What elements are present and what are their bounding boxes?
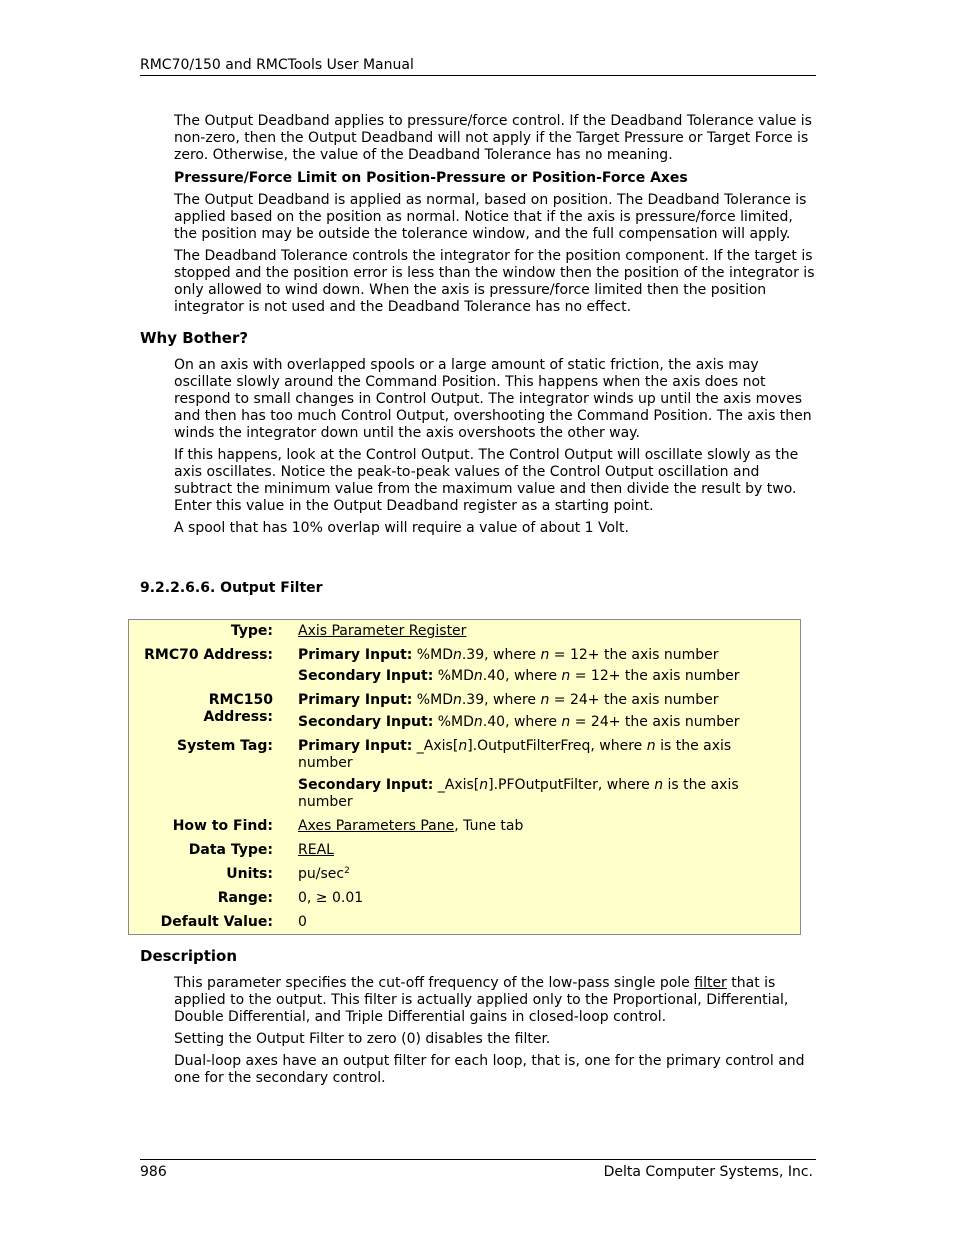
manual-title: RMC70/150 and RMCTools User Manual [140, 57, 414, 73]
description-paragraph-1: This parameter specifies the cut-off frequency of the low-pass single pole filter that is applied to the output. This filter is actually applied only to the Proportional, Differential, Double Differential, and Triple Differential gains in closed-loop control. [174, 975, 789, 1025]
default-value-label: Default Value: [160, 914, 273, 930]
rmc150-secondary: Secondary Input: %MDn.40, where n = 24+ the axis number [298, 714, 740, 730]
how-to-find-label: How to Find: [172, 818, 273, 834]
rmc150-primary: Primary Input: %MDn.39, where n = 24+ the axis number [298, 692, 719, 708]
default-value: 0 [298, 914, 307, 930]
page-header [140, 56, 816, 76]
subheading-pressure-force-limit: Pressure/Force Limit on Position-Pressure or Position-Force Axes [174, 170, 688, 186]
how-to-find-rest: , Tune tab [454, 818, 524, 834]
rmc70-secondary: Secondary Input: %MDn.40, where n = 12+ the axis number [298, 668, 740, 684]
why-paragraph-3: A spool that has 10% overlap will require a value of about 1 Volt. [174, 520, 629, 536]
type-link[interactable]: Axis Parameter Register [298, 623, 467, 639]
units-label: Units: [226, 866, 273, 882]
filter-link[interactable]: filter [694, 975, 727, 991]
type-label: Type: [230, 623, 273, 639]
why-bother-heading: Why Bother? [140, 329, 249, 347]
parameter-table [128, 619, 801, 935]
rmc70-primary: Primary Input: %MDn.39, where n = 12+ the axis number [298, 647, 719, 663]
description-paragraph-3: Dual-loop axes have an output filter for each loop, that is, one for the primary control and one for the secondary control. [174, 1053, 805, 1086]
rmc70-address-label: RMC70 Address: [144, 647, 273, 663]
intro-paragraph-3: The Deadband Tolerance controls the integrator for the position component. If the target is stopped and the position error is less than the window then the position of the integrator is only allowed to wind down. When the axis is pressure/force limited then the position integrator is not used and the Deadband Tolerance has no effect. [174, 248, 815, 315]
data-type-label: Data Type: [188, 842, 273, 858]
page-footer [140, 1159, 816, 1181]
description-heading: Description [140, 947, 238, 965]
tag-secondary: Secondary Input: _Axis[n].PFOutputFilter, where n is the axis number [298, 777, 739, 810]
real-link[interactable]: REAL [298, 842, 334, 858]
description-paragraph-2: Setting the Output Filter to zero (0) disables the filter. [174, 1031, 551, 1047]
section-title: 9.2.2.6.6. Output Filter [140, 580, 323, 596]
description-block [174, 975, 816, 1087]
tag-primary: Primary Input: _Axis[n].OutputFilterFreq, where n is the axis number [298, 738, 732, 771]
system-tag-label: System Tag: [176, 738, 273, 754]
range-label: Range: [217, 890, 273, 906]
company-name: Delta Computer Systems, Inc. [603, 1164, 813, 1180]
page-number: 986 [140, 1164, 167, 1180]
intro-block [174, 113, 816, 316]
why-paragraph-1: On an axis with overlapped spools or a large amount of static friction, the axis may oscillate slowly around the Command Position. This happens when the axis does not respond to small changes in Control Output. The integrator winds up until the axis moves and then has too much Control Output, overshooting the Command Position. The axis then winds the integrator down until the axis overshoots the other way. [174, 357, 812, 441]
intro-paragraph-1: The Output Deadband applies to pressure/force control. If the Deadband Tolerance value is non-zero, then the Output Deadband will not apply if the Target Pressure or Target Force is zero. Otherwise, the value of the Deadband Tolerance has no meaning. [174, 113, 812, 163]
why-paragraph-2: If this happens, look at the Control Output. The Control Output will oscillate slowly as the axis oscillates. Notice the peak-to-peak values of the Control Output oscillation and subtract the minimum value from the maximum value and then divide the result by two. Enter this value in the Output Deadband register as a starting point. [174, 447, 799, 514]
rmc150-address-label: RMC150 Address: [203, 692, 273, 725]
range-value: 0, ≥ 0.01 [298, 890, 364, 906]
why-block [174, 357, 816, 537]
axes-parameters-pane-link[interactable]: Axes Parameters Pane [298, 818, 455, 834]
units-value: $pu/\sec^2$ [298, 866, 350, 882]
intro-paragraph-2: The Output Deadband is applied as normal, based on position. The Deadband Tolerance is applied based on the position as normal. Notice that if the axis is pressure/force limited, the position may be outside the tolerance window, and the full compensation will apply. [174, 192, 807, 242]
